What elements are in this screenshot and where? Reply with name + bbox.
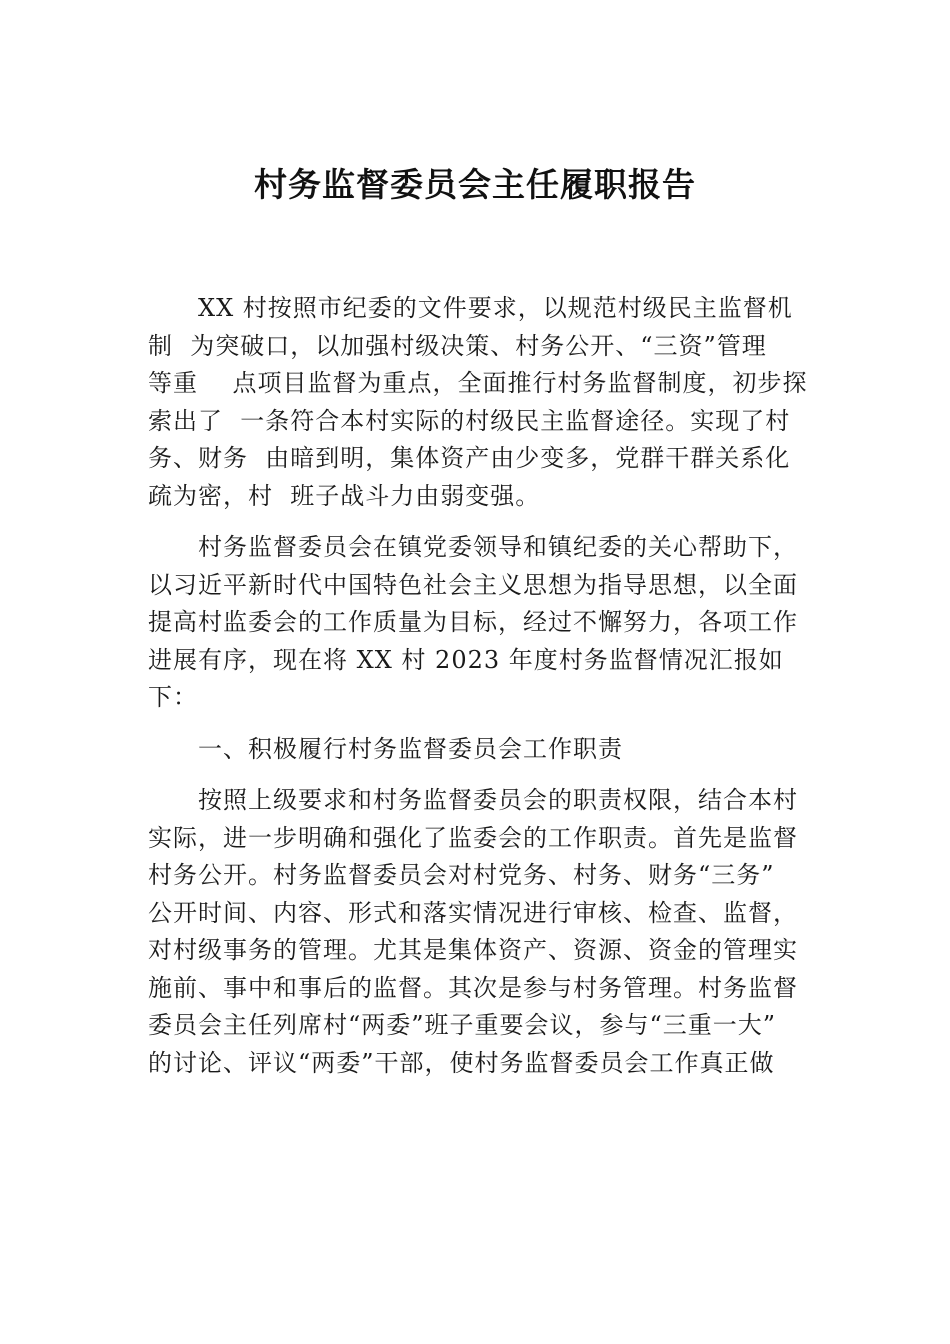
- section-heading: [148, 731, 808, 769]
- text-line: 提高村监委会的工作质量为目标，经过不懈努力，各项工作: [148, 608, 798, 636]
- text-line: 疏为密，村 班子战斗力由弱变强。: [148, 481, 541, 510]
- text-line: 村务监督委员会在镇党委领导和镇纪委的关心帮助下，: [198, 533, 798, 561]
- document-body: [148, 290, 808, 1082]
- text-line: 等重 点项目监督为重点，全面推行村务监督制度，初步探: [148, 369, 808, 397]
- text-line: 实际，进一步明确和强化了监委会的工作职责。首先是监督: [148, 823, 798, 852]
- text-line: 索出了 一条符合本村实际的村级民主监督途径。实现了村: [148, 406, 791, 435]
- text-line: 务、财务 由暗到明，集体资产由少变多，党群干群关系化: [148, 444, 791, 472]
- text-line: 下：: [148, 683, 198, 711]
- paragraph-duties: [148, 782, 808, 1082]
- text-line: 一、积极履行村务监督委员会工作职责: [198, 734, 623, 763]
- text-line: 进展有序，现在将 XX 村 2023 年度村务监督情况汇报如: [148, 645, 784, 674]
- text-line: 的讨论、评议“两委”干部，使村务监督委员会工作真正做: [148, 1048, 775, 1077]
- paragraph-intro: [148, 290, 808, 515]
- text-line: 对村级事务的管理。尤其是集体资产、资源、资金的管理实: [148, 936, 798, 964]
- text-line: 按照上级要求和村务监督委员会的职责权限，结合本村: [198, 786, 798, 814]
- text-line: 施前、事中和事后的监督。其次是参与村务管理。村务监督: [148, 973, 798, 1002]
- document-title: 村务监督委员会主任履职报告: [254, 165, 696, 204]
- text-line: 委员会主任列席村“两委”班子重要会议，参与“三重一大”: [148, 1011, 777, 1039]
- text-line: 制 为突破口，以加强村级决策、村务公开、“三资”管理: [148, 331, 767, 360]
- text-line: 公开时间、内容、形式和落实情况进行审核、检查、监督，: [148, 898, 798, 927]
- paragraph-overview: [148, 529, 808, 717]
- text-line: 以习近平新时代中国特色社会主义思想为指导思想，以全面: [148, 570, 798, 599]
- text-line: XX 村按照市纪委的文件要求，以规范村级民主监督机: [198, 294, 793, 322]
- text-line: 村务公开。村务监督委员会对村党务、村务、财务“三务”: [148, 861, 775, 889]
